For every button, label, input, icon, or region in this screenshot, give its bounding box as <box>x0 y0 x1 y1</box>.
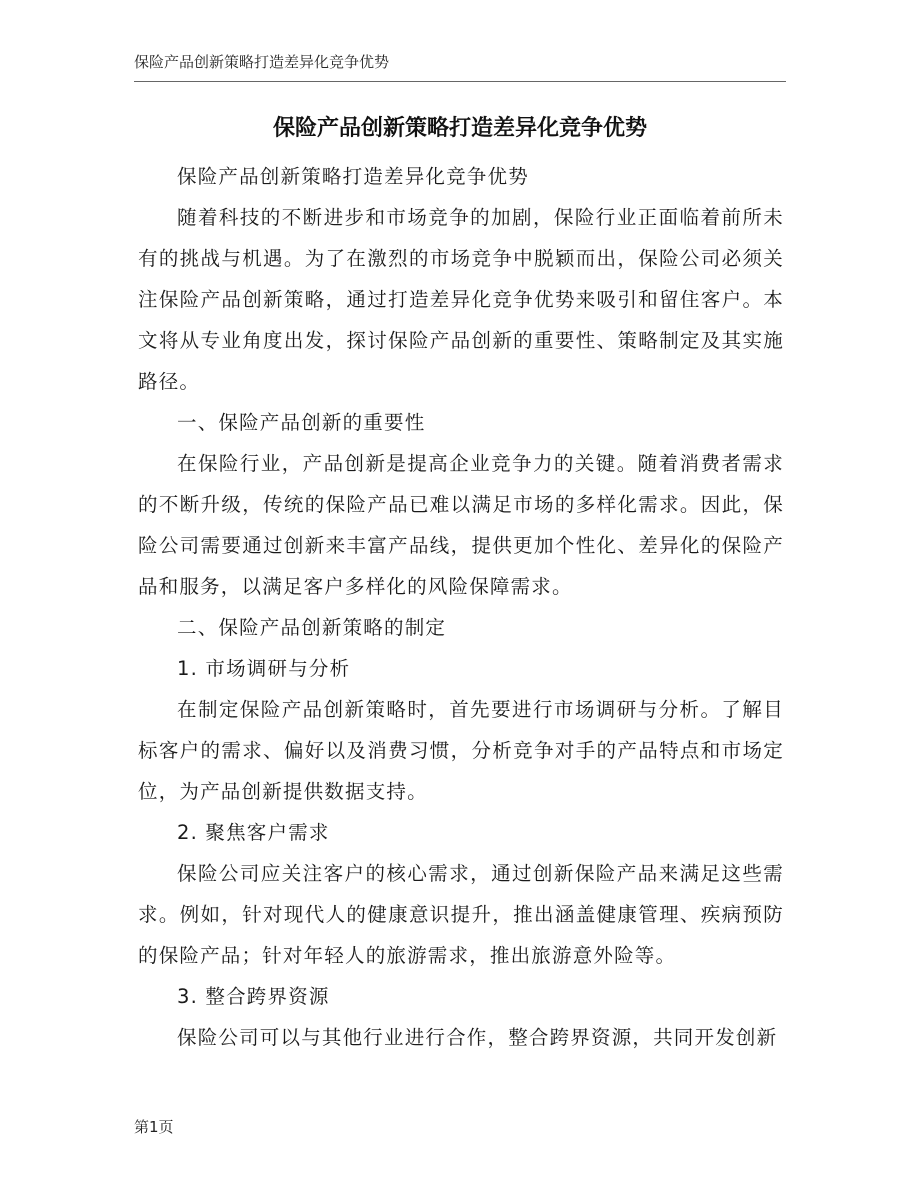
document-title: 保险产品创新策略打造差异化竞争优势 <box>272 116 647 141</box>
subheading-1: 1. 市场调研与分析 <box>177 657 351 680</box>
subheading-2: 2. 聚焦客户需求 <box>177 821 330 844</box>
body-paragraph: 保险公司应关注客户的核心需求，通过创新保险产品来满足这些需求。例如，针对现代人的健康意识提升，推出涵盖健康管理、疾病预防的保险产品；针对年轻人的旅游需求，推出旅游意外险等。 <box>138 862 784 967</box>
section-heading-1: 一、保险产品创新的重要性 <box>177 411 426 434</box>
body-paragraph: 在保险行业，产品创新是提高企业竞争力的关键。随着消费者需求的不断升级，传统的保险产品已难以满足市场的多样化需求。因此，保险公司需要通过创新来丰富产品线，提供更加个性化、差异化的保险产品和服务，以满足客户多样化的风险保障需求。 <box>138 452 784 598</box>
subheading-3: 3. 整合跨界资源 <box>177 985 330 1008</box>
section-heading-2: 二、保险产品创新策略的制定 <box>177 616 447 639</box>
running-header: 保险产品创新策略打造差异化竞争优势 <box>134 53 390 71</box>
subtitle-paragraph: 保险产品创新策略打造差异化竞争优势 <box>177 165 529 188</box>
body-paragraph: 保险公司可以与其他行业进行合作，整合跨界资源，共同开发创新 <box>177 1026 778 1049</box>
body-paragraph: 在制定保险产品创新策略时，首先要进行市场调研与分析。了解目标客户的需求、偏好以及消费习惯，分析竞争对手的产品特点和市场定位，为产品创新提供数据支持。 <box>138 698 784 803</box>
document-body <box>138 156 784 1058</box>
page-number: 第1页 <box>134 1118 174 1136</box>
header-divider <box>134 81 786 82</box>
intro-paragraph: 随着科技的不断进步和市场竞争的加剧，保险行业正面临着前所未有的挑战与机遇。为了在激烈的市场竞争中脱颖而出，保险公司必须关注保险产品创新策略，通过打造差异化竞争优势来吸引和留住客户。本文将从专业角度出发，探讨保险产品创新的重要性、策略制定及其实施路径。 <box>138 206 784 393</box>
